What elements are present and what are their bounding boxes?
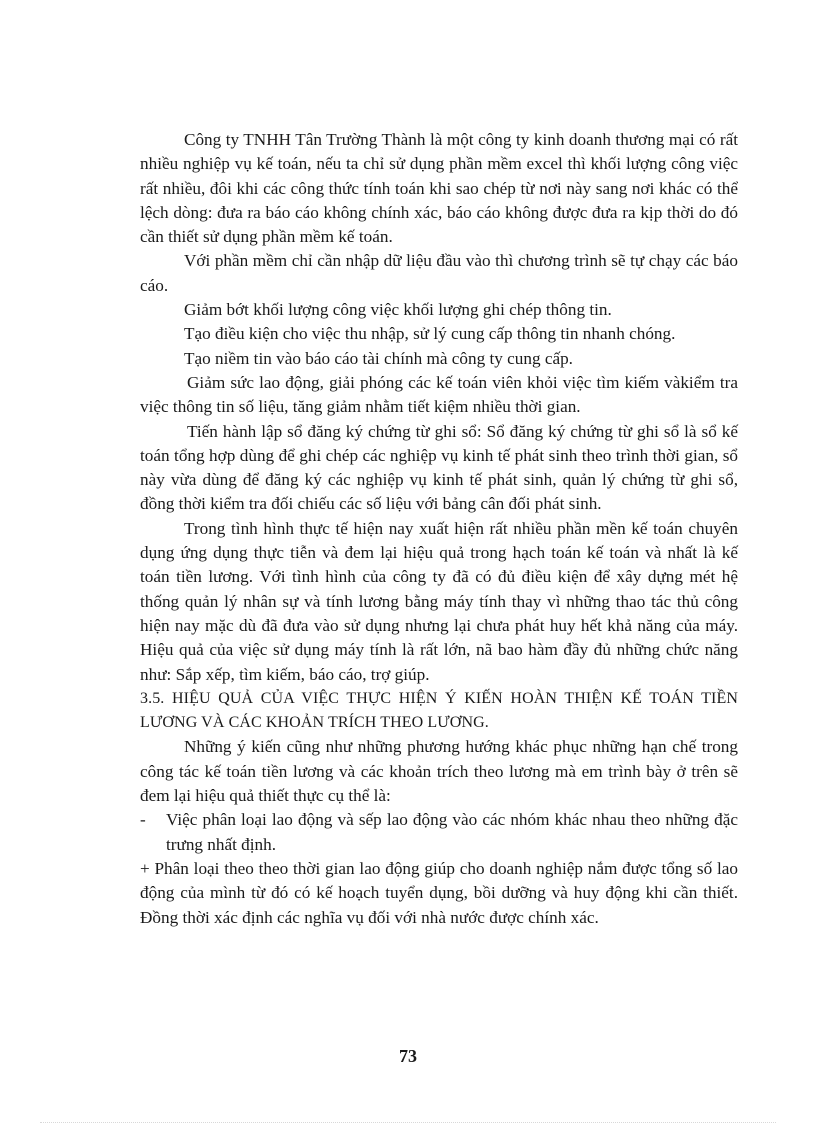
dash-list-item bbox=[140, 808, 738, 857]
dash-item-text: Việc phân loại lao động và sếp lao động vào các nhóm khác nhau theo những đặc trưng nhất định. bbox=[166, 810, 738, 854]
paragraph-intro: Công ty TNHH Tân Trường Thành là một công ty kinh doanh thương mại có rất nhiều nghiệp vụ kế toán, nếu ta chỉ sử dụng phần mềm excel thì khối lượng công việc rất nhiều, đôi khi các công thức tính toán khi sao chép từ nơi này sang nơi khác có thể lệch dòng: đưa ra báo cáo không chính xác, báo cáo không được đưa ra kịp thời do đó cần thiết sử dụng phần mềm kế toán. bbox=[140, 130, 738, 247]
page-number: 73 bbox=[399, 1046, 417, 1066]
paragraph-trust-reports: Tạo niềm tin vào báo cáo tài chính mà công ty cung cấp. bbox=[184, 348, 573, 368]
document-body bbox=[140, 128, 738, 930]
paragraph-reduce-labor: Giảm sức lao động, giải phóng các kế toán viên khỏi việc tìm kiếm vàkiểm tra việc thông tin số liệu, tăng giảm nhằm tiết kiệm nhiều thời gian. bbox=[140, 372, 738, 417]
dash-marker: - bbox=[140, 810, 146, 830]
paragraph-after-heading: Những ý kiến cũng như những phương hướng khác phục những hạn chế trong công tác kế toán tiền lương và các khoản trích theo lương mà em trình bày ở trên sẽ đem lại hiệu quả thiết thực cụ thể là: bbox=[140, 737, 738, 806]
paragraph-software-input: Với phần mềm chỉ cần nhập dữ liệu đầu vào thì chương trình sẽ tự chạy các báo cáo. bbox=[140, 251, 738, 295]
paragraph-reduce-workload: Giảm bớt khối lượng công việc khối lượng ghi chép thông tin. bbox=[184, 300, 612, 320]
plus-list-item: + Phân loại theo theo thời gian lao động giúp cho doanh nghiệp nắm được tổng số lao động của mình từ đó có kế hoạch tuyển dụng, bồi dưỡng và huy động khi cần thiết. Đồng thời xác định các nghĩa vụ đối với nhà nước được chính xác. bbox=[140, 858, 738, 927]
paragraph-fast-processing: Tạo điều kiện cho việc thu nhập, sử lý cung cấp thông tin nhanh chóng. bbox=[184, 324, 676, 344]
paragraph-ledger-register: Tiến hành lập sổ đăng ký chứng từ ghi sổ: Sổ đăng ký chứng từ ghi sổ là sổ kế toán tổng hợp dùng để ghi chép các nghiệp vụ kinh tế phát sinh theo trình thời gian, sổ này vừa dùng để đăng ký các nghiệp vụ kinh tế phát sinh, quản lý chứng từ ghi sổ, đồng thời kiểm tra đối chiếu các số liệu với bảng cân đối phát sinh. bbox=[140, 421, 738, 514]
section-heading: 3.5. HIỆU QUẢ CỦA VIỆC THỰC HIỆN Ý KIẾN HOÀN THIỆN KẾ TOÁN TIỀN LƯƠNG VÀ CÁC KHOẢN TRÍCH THEO LƯƠNG. bbox=[140, 689, 738, 732]
paragraph-current-situation: Trong tình hình thực tế hiện nay xuất hiện rất nhiều phần mền kế toán chuyên dụng ứng dụng thực tiễn và đem lại hiệu quả trong hạch toán kế toán và nhất là kế toán tiền lương. Với tình hình của công ty đã có đủ điều kiện để xây dựng mét hệ thống quản lý nhân sự và tính lương bằng máy tính thay vì những thao tác thủ công hiện nay mặc dù đã đưa vào sử dụng nhưng lại chưa phát huy hết khả năng của máy. Hiệu quả của việc sử dụng máy tính là rất lớn, nã bao hàm đầy đủ những chức năng như: Sắp xếp, tìm kiếm, báo cáo, trợ giúp. bbox=[140, 518, 738, 684]
